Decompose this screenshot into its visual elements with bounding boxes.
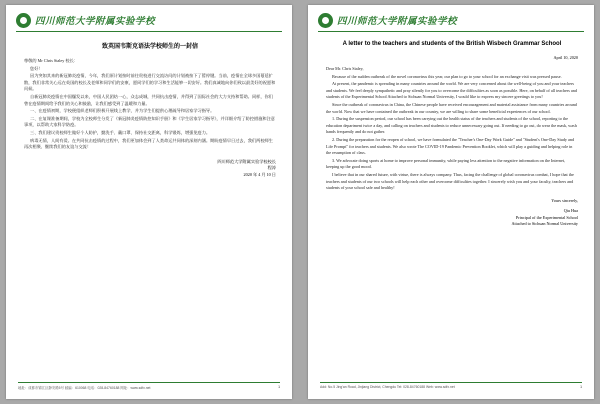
paragraph: 一、在疫情初期，学校便组织老师们积极开展线上教学，并为学生们提供心理疏导和居家学习指导。 [30,108,215,114]
letter-body [24,41,276,179]
letter-date: 2020 年 4 月 10 日 [243,171,276,177]
letter-body [326,41,578,228]
closing: Yours sincerely, [551,197,578,203]
paragraph: 3. We advocate doing sports at home to improve personal immunity, while paying less attention to the negative information on the Internet, keeping up the good mood. [326,157,566,170]
letter-date: April 10, 2020 [553,55,578,60]
letter-page-chinese [6,5,292,399]
school-name: 四川师范大学附属实验学校 [35,16,156,27]
paragraph: 2. During the preparation for the reopen of school, we have formulated the "Teacher's One-Day Work Guide" and "Student's One-Day Study and Life Prompt" for teachers and students. We also wrote The COVID-19 Pandemic Prevention Booklet, which will play a guiding and helping role in the resumption of class. [326,136,575,156]
letter-page-english [308,5,594,399]
page-number: 1 [580,385,582,389]
letter-title: A letter to the teachers and students of the British Wisbech Grammar School [342,41,562,47]
signature-title: 四川师范大学附属实验学校校长 [217,158,276,164]
paragraph: 因为突如其来的新冠肺炎疫情，今年，我们原计划按时前往贵校进行交流访问的计划被按下了暂停键。当前，疫情在全球多国蔓延扩散，我们非常关心远在英国的校长及老师和同学们的安康，愿同学们的学习和生活能够一切安好。我们真诚地向你们致以最美好的祝愿和问候。 [24,73,276,92]
school-logo-icon [318,13,333,28]
paragraph: 三、我们建议贵校师生做好个人防护，勤洗手、戴口罩、保持社交距离，科学锻炼，增强免疫力。 [30,129,211,135]
paragraph: 1. During the suspension period, our school has been carrying out the health status of the teachers and students of the school, reporting to the education department twice a day, and calling on teachers and students to reduce unnecessary going out. If needing to go out, do wear the mask, wash hands frequently and do not gather. [326,116,577,135]
signer-name: Qiu Hua [563,208,578,214]
school-name: 四川师范大学附属实验学校 [337,16,458,27]
page-header [318,9,584,32]
paragraph: I believe that in our shared future, with virtue, there is always company. Thus, facing the challenge of global coronavirus combat, I hope that the teachers and students of our two schools will help each other and overcome difficulties together. I sincerely wish you and your faculty, teachers and students of your school safe and healthy! [326,171,574,191]
school-logo-icon [16,13,31,28]
signer-position: Principal of the Experimental School [515,214,578,220]
paragraph: Since the outbreak of coronavirus in China, the Chinese people have received encouragement and material assistance from many countries around the world. Now that we have contained the outbreak in our country, we are willing to share some beneficial experiences of our school. [326,101,577,114]
signature-name: 程涛 [267,165,276,171]
footer-address: 地址：成都市锦江区静安路5号 邮编：610068 电话：028-84760188 网址：www.sdfx.net [18,386,151,390]
salutation: 尊敬的 Mr Chris Staley 校长： [24,58,78,63]
paragraph: At present, the pandemic is spreading in many countries around the world. We are very concerned about the well-being of you and your teachers and students. We feel deeply sympathetic and pray silently for you to overcome the difficulties as soon as possible. Here, on behalf of all teachers and students of the Experimental School Attached to Sichuan Normal University, I would like to express my sincere greetings to you! [326,81,577,100]
paragraph: Because of the sudden outbreak of the novel coronavirus this year, our plan to go to your school for an exchange visit was pressed pause. [332,73,562,79]
paragraph: 病毒无情，人间有爱。在共同抗击疫情的过程中，我们更加体会到了人类命运共同体的深刻内涵。期盼疫情早日过去，我们两校师生再次相聚、继续我们的友谊与交流！ [24,137,273,150]
signer-affiliation: Attached to Sichuan Normal University [511,221,578,227]
salutation: Dear Mr. Chris Staley, [326,66,364,71]
page-footer [18,382,280,393]
page-header [16,9,282,32]
paragraph: 二、在复课准备期间，学校为全校师生分发了《新冠肺炎疫情防控知识手册》和《学生居家学习指导》，并详细介绍了防控措施和注意事项，以帮助大家科学防疫。 [24,115,275,128]
paragraph: 您好！ [30,65,43,71]
page-footer [320,382,582,393]
letter-title: 致英国韦斯克语法学校师生的一封信 [101,44,198,50]
page-number: 1 [278,385,280,389]
paragraph: 自新冠肺炎疫情在中国爆发以来，中国人民团结一心，众志成城，共同抗击疫情，并得到了国际社会的大力支持和帮助。同样，你们曾在疫情期间给予我们的关心和鼓励，让我们感受到了温暖和力量。 [24,93,273,106]
footer-address: Add: No.5 Jing'an Road, Jinjiang District, Chengdu Tel: 028-84760188 Web: www.sdfx.net [320,385,455,389]
